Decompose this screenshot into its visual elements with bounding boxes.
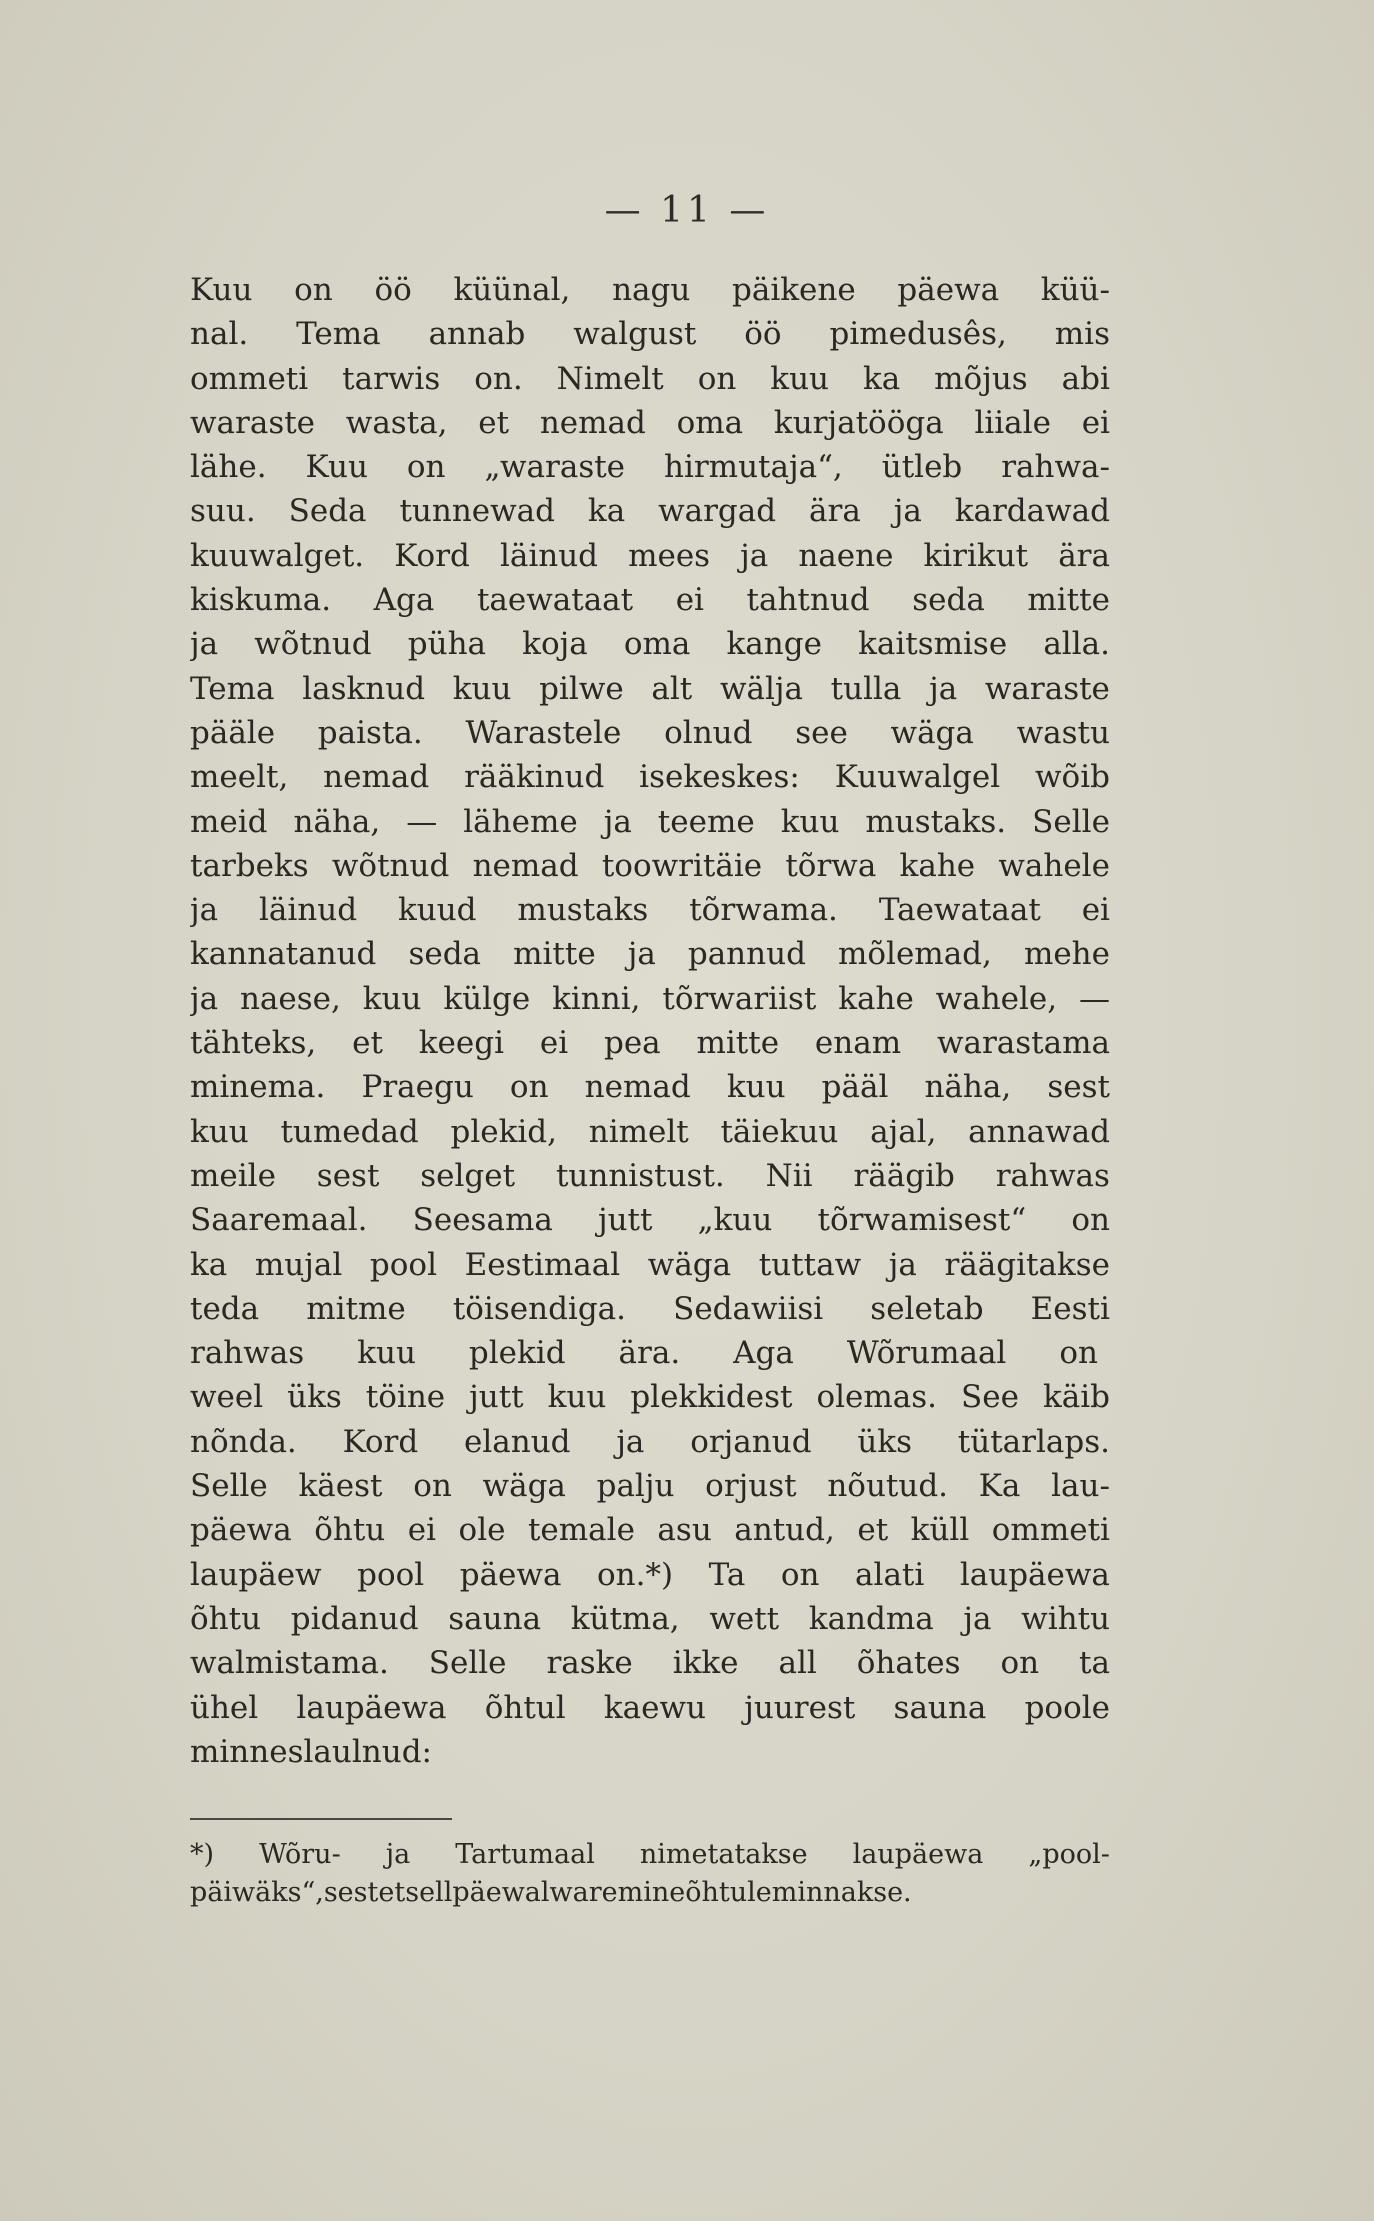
text-line: weel üks töine jutt kuu plekkidest olemas. See käib [190,1379,1110,1416]
text-line: nal. Tema annab walgust öö pimedusês, mis [190,316,1110,353]
text-line: päewa õhtu ei ole temale asu antud, et küll ommeti [190,1512,1110,1549]
footnote [190,1836,1110,1912]
text-line: walmistama. Selle raske ikke all õhates on ta [190,1645,1110,1682]
text-line: Tema lasknud kuu pilwe alt wälja tulla ja waraste [190,670,1110,707]
text-line: kuuwalget. Kord läinud mees ja naene kirikut ära [190,537,1110,574]
text-line: meid näha, — läheme ja teeme kuu mustaks. Selle [190,803,1110,840]
text-line: kuu tumedad plekid, nimelt täiekuu ajal, annawad [190,1113,1110,1150]
text-line: rahwas kuu plekid ära. Aga Wõrumaal on [190,1335,1098,1372]
text-line: ja läinud kuud mustaks tõrwama. Taewataat ei [190,892,1110,929]
text-line: Kuu on öö küünal, nagu päikene päewa küü- [190,272,1110,308]
text-line: nõnda. Kord elanud ja orjanud üks tütarlaps. [190,1423,1110,1460]
body-text [190,268,1110,1774]
text-line: suu. Seda tunnewad ka wargad ära ja kardawad [190,493,1110,530]
page-number: — 11 — [604,190,770,231]
text-line: teda mitme töisendiga. Sedawiisi seletab Eesti [190,1290,1110,1327]
text-line: ühel laupäewa õhtul kaewu juurest sauna poole [190,1689,1110,1726]
text-line: ja wõtnud püha koja oma kange kaitsmise alla. [190,626,1110,663]
text-line: minema. Praegu on nemad kuu pääl näha, sest [190,1069,1110,1106]
footnote-line: *) Wõru- ja Tartumaal nimetatakse laupäewa „pool- [190,1839,1110,1870]
text-line: lähe. Kuu on „waraste hirmutaja“, ütleb rahwa- [190,449,1110,486]
text-line: meile sest selget tunnistust. Nii räägib rahwas [190,1157,1110,1194]
text-line: meelt, nemad rääkinud isekeskes: Kuuwalgel wõib [190,759,1110,796]
text-line: waraste wasta, et nemad oma kurjatööga liiale ei [190,404,1110,441]
text-line: minnes laulnud: [190,1733,432,1770]
text-line: laupäew pool päewa on.*) Ta on alati laupäewa [190,1556,1110,1593]
footnote-line: päiwäks“, sest et sell päewal waremine õhtule minnakse. [190,1877,912,1908]
text-line: Selle käest on wäga palju orjust nõutud. Ka lau- [190,1468,1110,1505]
text-line: pääle paista. Warastele olnud see wäga wastu [190,714,1110,751]
text-line: ommeti tarwis on. Nimelt on kuu ka mõjus abi [190,360,1110,397]
text-line: ja naese, kuu külge kinni, tõrwariist kahe wahele, — [190,980,1110,1017]
text-line: õhtu pidanud sauna kütma, wett kandma ja wihtu [190,1600,1110,1637]
footnote-rule [190,1818,452,1820]
text-line: Saaremaal. Seesama jutt „kuu tõrwamisest“ on [190,1202,1110,1239]
text-line: kiskuma. Aga taewataat ei tahtnud seda mitte [190,582,1110,619]
text-line: kannatanud seda mitte ja pannud mõlemad, mehe [190,936,1110,973]
text-line: ka mujal pool Eestimaal wäga tuttaw ja räägitakse [190,1246,1110,1283]
text-line: tarbeks wõtnud nemad toowritäie tõrwa kahe wahele [190,847,1110,884]
text-line: tähteks, et keegi ei pea mitte enam warastama [190,1025,1110,1062]
